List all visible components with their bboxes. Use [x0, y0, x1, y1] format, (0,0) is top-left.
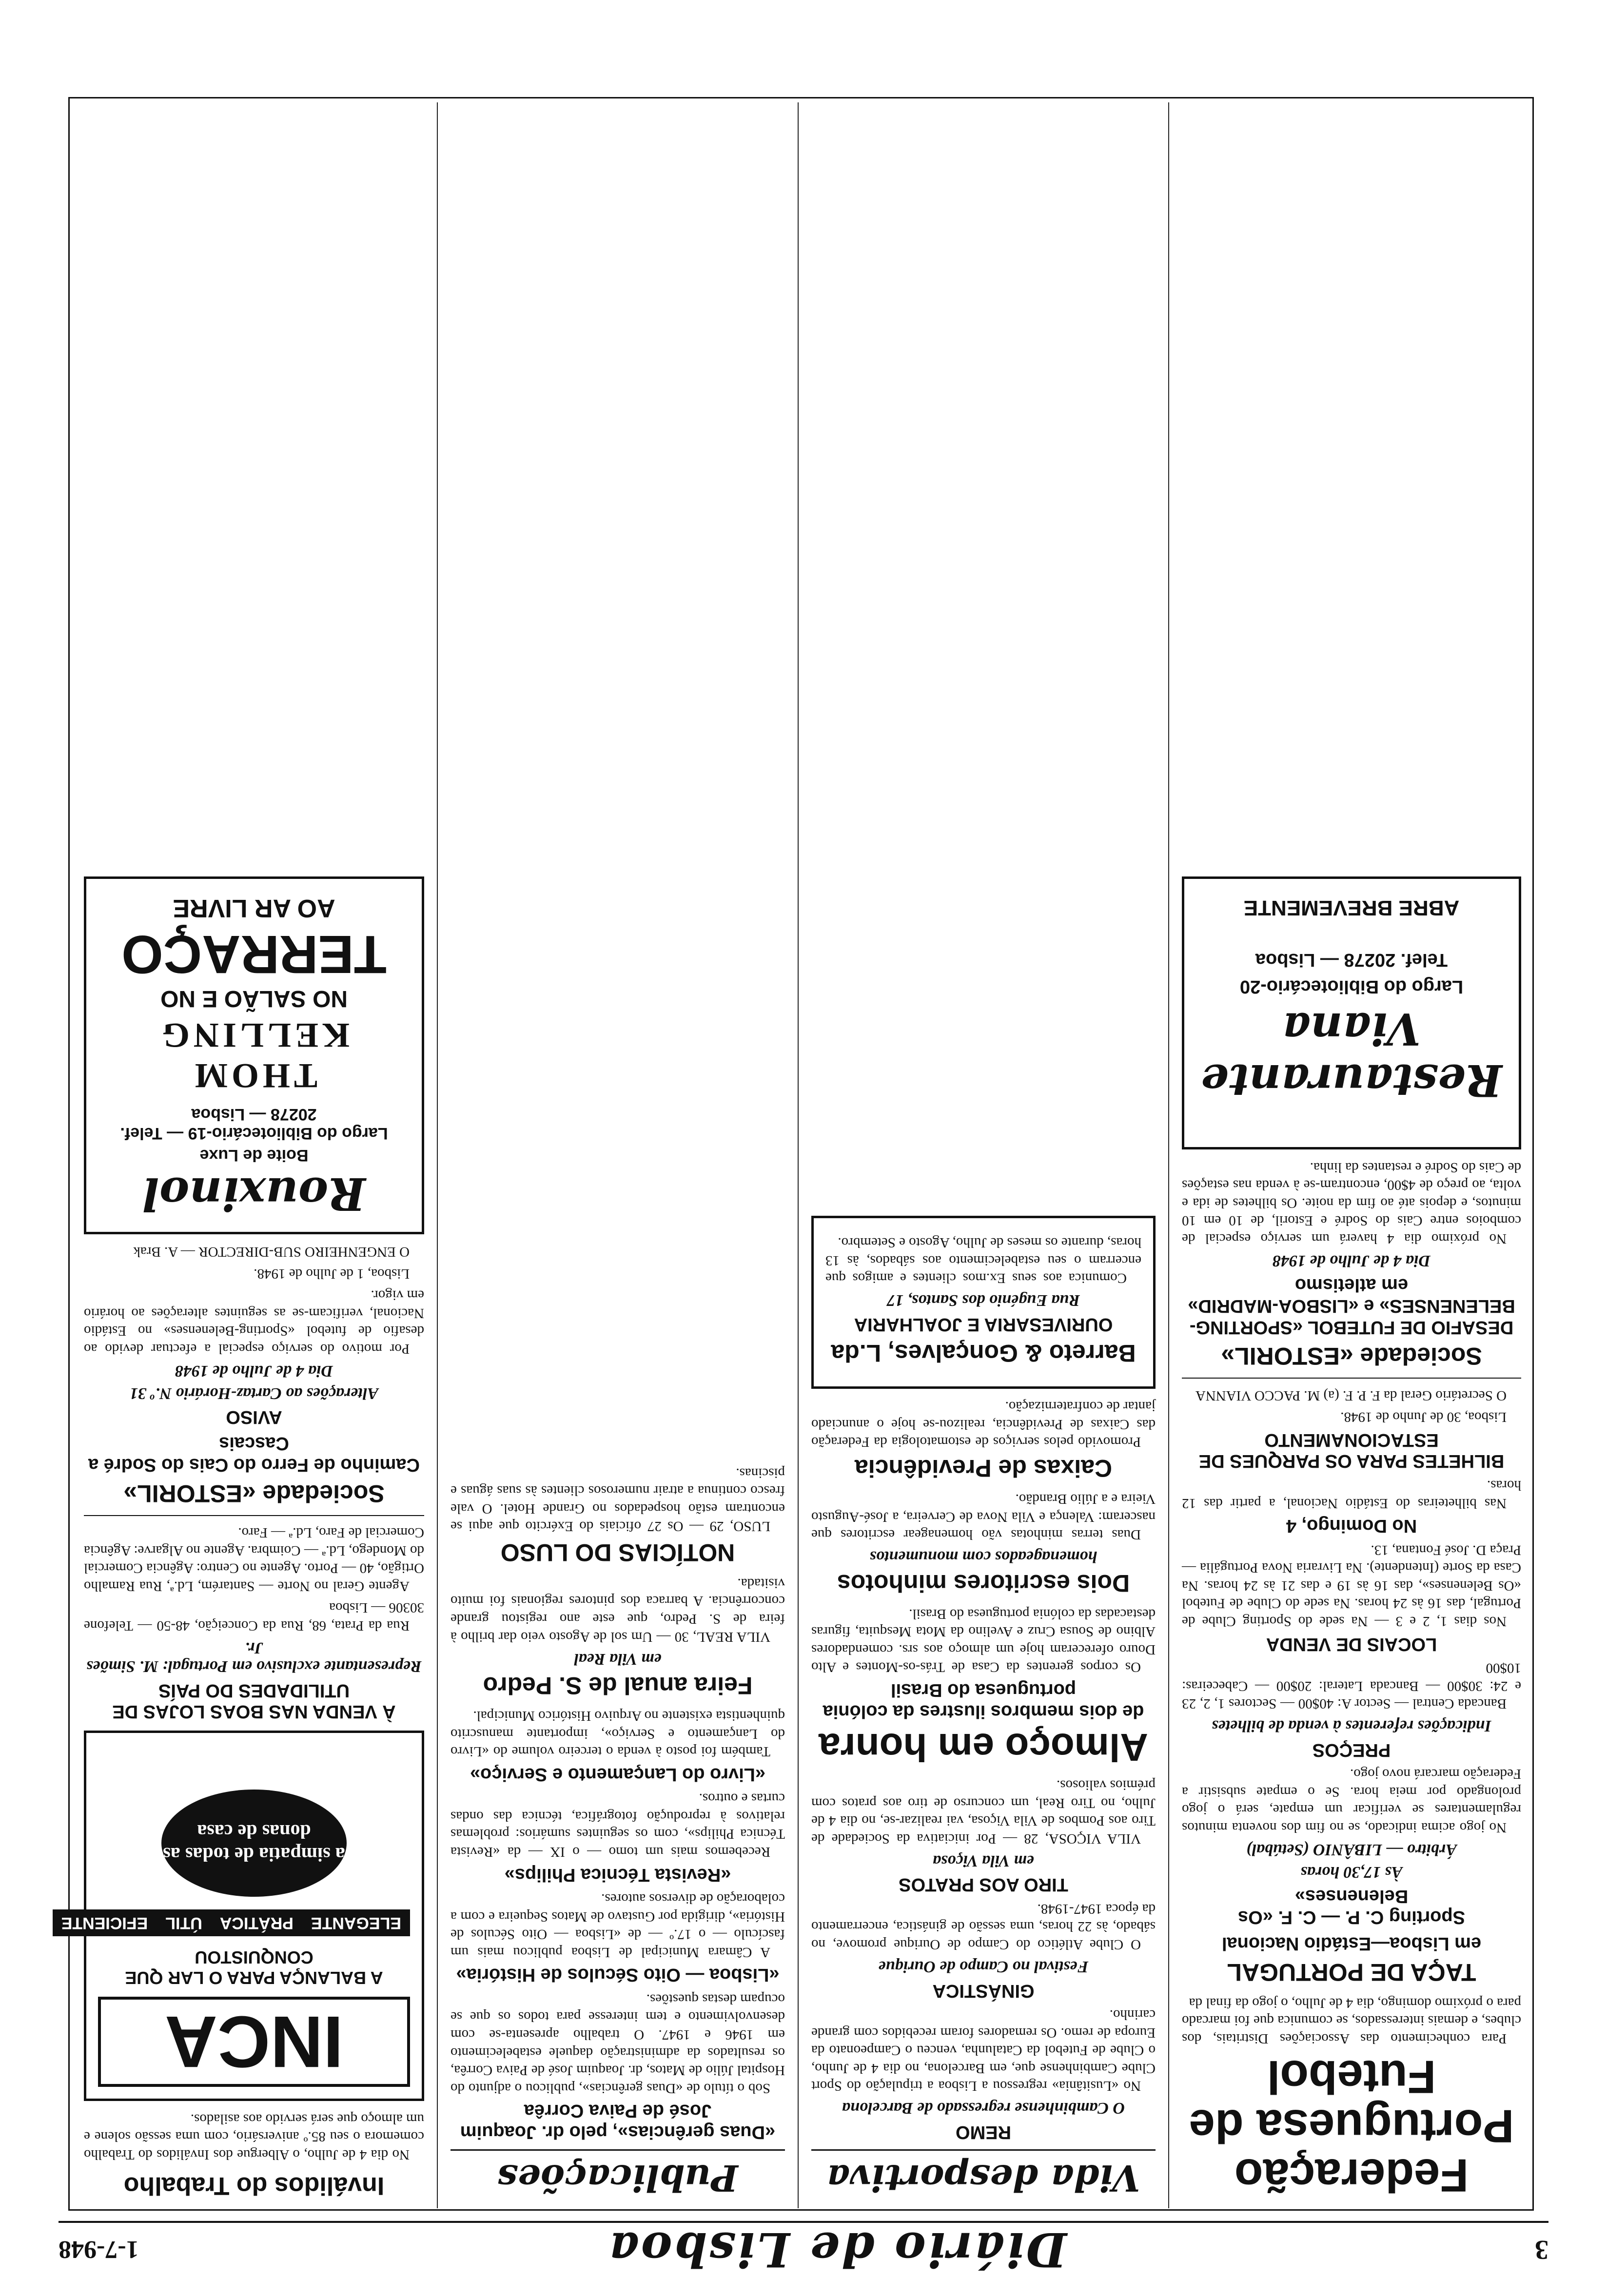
- ad-barreto-goncalves: [811, 1216, 1156, 1389]
- inca-badge: a simpatia de todas as donas de casa: [161, 1790, 347, 1897]
- philips-text: Recebemos mais um tomo — o IX — da «Revista Técnica Philips», com os seguintes sumários: problemas relativos à reprodução fotográfica, técnica das ondas curtas e outros.: [451, 1790, 785, 1860]
- gin-text: O Clube Atlético do Campo de Ourique promove, no sábado, às 22 horas, uma sessão de ginástica, encerramento da época 1947-1948.: [811, 1901, 1156, 1952]
- almoco-title: Almoço em honra: [819, 1725, 1148, 1769]
- inca-tag: ÚTIL: [157, 1909, 211, 1936]
- sport-section-title: Vida desportiva: [811, 2149, 1156, 2208]
- sales-list: Nos dias 1, 2 e 3 — Na sede do Sporting Clube de Portugal, das 16 às 24 horas. Na sede do Clube de Futebol «Os Belenenses», das 16 às 19 e das 21 às 24 horas. Na Casa da Sorte (Intendente). Na Livraria Nova Portugália — Praça D. José Fontana, 13.: [1182, 1542, 1521, 1629]
- gin-title: Festival no Campo de Ourique: [878, 1957, 1089, 1976]
- federation-rules: No jogo acima indicado, se no fim dos noventa minutos regulamentares se verificar um empate, será o jogo prolongado por meia hora. Se o empate subsistir a Federação marcará novo jogo.: [1182, 1766, 1521, 1835]
- estoril-aviso: AVISO: [226, 1407, 282, 1428]
- rouxinol-livre: AO AR LIVRE: [173, 894, 335, 923]
- inca-tag: EFICIENTE: [53, 1909, 157, 1936]
- feira-sub: em Vila Real: [574, 1650, 662, 1668]
- invalidos-text: No dia 4 de Julho, o Albergue dos Inválidos do Trabalho comemora o seu 85.º aniversário, com uma sessão solene e um almoço que será servido aos asilados.: [84, 2111, 424, 2162]
- rouxinol-artist: THOM KELLING: [158, 1015, 350, 1095]
- tiro-text: VILA VIÇOSA, 28 — Por iniciativa da Sociedade de Tiro aos Pombos de Vila Viçosa, vai realizar-se, no dia 4 de Julho, no Tiro Real, um concurso de tiro aos pratos com prémios valiosos.: [811, 1777, 1156, 1847]
- inca-venda: À VENDA NAS BOAS LOJAS DE UTILIDADES DO PAÍS: [112, 1680, 396, 1722]
- divider: [84, 1515, 424, 1516]
- inca-agents: Agente Geral no Norte — Santarém, Ld.ª, Rua Ramalho Ortigão, 40 — Porto. Agente no Centro: Agência Comercial do Mondego, Ld.ª — Coimbra. Agente no Algarve: Agência Comercial de Faro, Ld.ª — Faro.: [84, 1525, 424, 1594]
- referee: Árbitro — LIBÂNIO (Setúbal): [1246, 1840, 1457, 1859]
- rouxinol-where: NO SALÃO E NO: [160, 985, 348, 1012]
- parking-title: BILHETES PARA OS PARQUES DE ESTACIONAMENTO: [1198, 1429, 1505, 1472]
- estoril-text: Por motivo do serviço especial a efectuar devido ao desafio de futebol «Sporting-Belenenses» no Estádio Nacional, verificam-se as seguintes alterações ao horário em vigor.: [84, 1287, 424, 1357]
- luso-text: LUSO, 29 — Os 27 oficiais do Exército que aqui se encontram estão hospedados no Grande Hotel. O vale fresco continua a atrair numerosos clientes às suas águas e piscinas.: [451, 1465, 785, 1535]
- estoril-signature: O ENGENHEIRO SUB-DIRECTOR — A. Brak: [133, 1244, 410, 1260]
- estoril-notice-sub: DESAFIO DE FUTEBOL «SPORTING-BELENENSES» e «LISBOA-MADRID» em atletismo: [1188, 1274, 1515, 1338]
- barreto-text: Comunica aos seus Ex.mos clientes e amigos que encerram o seu estabelecimento aos sábados, às 13 horas, durante os meses de Julho, Agosto e Setembro.: [825, 1235, 1141, 1286]
- newspaper-title: Diário de Lisboa: [607, 2222, 1067, 2277]
- remo-text: No «Lusitânia» regressou a Lisboa a tripulação do Sport Clube Cambinhense que, em Barcelona, no dia 4 de Junho, o Clube de Futebol da Catalunha, venceu o Campeonato da Europa de remo. Os remadores foram recebidos com grande carinho.: [811, 2007, 1156, 2094]
- philips-title: «Revista Técnica Philips»: [504, 1864, 731, 1885]
- tiro-title: em Vila Viçosa: [933, 1851, 1034, 1870]
- estoril-title: Sociedade «ESTORIL»: [123, 1479, 385, 1507]
- estoril-sub: Caminho de Ferro do Cais do Sodré a Cascais: [88, 1433, 420, 1475]
- barreto-sub: OURIVESARIA E JOALHARIA: [854, 1314, 1113, 1335]
- luso-title: NOTÍCIAS DO LUSO: [500, 1539, 735, 1567]
- rouxinol-terraco: TERRAÇO: [121, 924, 387, 984]
- inca-brand: INCA: [98, 1997, 410, 2087]
- escritores-sub: homenageados com monumentos: [869, 1548, 1097, 1566]
- sales-title: LOCAIS DE VENDA: [1266, 1634, 1437, 1654]
- ad-inca: [61, 1731, 424, 2101]
- column-sport-federation: [1168, 102, 1534, 2208]
- ad-restaurante-viana: [1182, 876, 1521, 1149]
- gin-label: GINÁSTICA: [932, 1980, 1035, 2001]
- taca-match: Sporting C. P. — C. F. «Os Belenenses»: [1238, 1886, 1465, 1928]
- publications-section-title: Publicações: [451, 2149, 785, 2208]
- duas-text: Sob o título de «Duas gerências», publicou o adjunto do Hospital Júlio de Matos, dr. Joaquim José de Paiva Corrêa, os resultados da administração daquele estabelecimento em 1946 e 1947. O trabalho apresenta-se com desenvolvimento e tem interesse para todos os que se ocupam destas questões.: [451, 1991, 785, 2096]
- inca-tag: PRÁTICA: [211, 1909, 302, 1936]
- invalidos-title: Inválidos do Trabalho: [123, 2172, 385, 2200]
- column-ads: [61, 102, 437, 2208]
- divider: [1182, 1378, 1521, 1379]
- escritores-text: Duas terras minhotas vão homenagear escritores que nasceram: Valença e Vila Nova de Cerveira, a José-Augusto Vieira e a Júlio Brandão.: [811, 1491, 1156, 1543]
- viana-logo: Restaurante Viana: [1200, 1003, 1503, 1107]
- estoril-lisboa: Lisboa, 1 de Julho de 1948.: [254, 1265, 410, 1282]
- inca-address: Rua da Prata, 68, Rua da Conceição, 48-50 — Telefone 30306 — Lisboa: [84, 1600, 424, 1634]
- tiro-label: TIRO AOS PRATOS: [899, 1874, 1068, 1895]
- feira-title: Feira anual de S. Pedro: [483, 1672, 753, 1699]
- taca-venue: em Lisboa—Estádio Nacional: [1221, 1933, 1482, 1954]
- rouxinol-name: Rouxinol: [142, 1167, 366, 1220]
- issue-date: 1-7-948: [59, 2236, 139, 2264]
- ad-rouxinol: [84, 876, 424, 1234]
- inca-tags: [61, 1909, 410, 1936]
- estoril-date: Dia 4 de Julho de 1948: [175, 1362, 333, 1380]
- lancamento-text: Também foi posto à venda o terceiro volume do «Livro do Lançamento e Serviço», importante manuscrito quinhentista existente no Arquivo Histórico Municipal.: [451, 1708, 785, 1760]
- taca-time: Às 17,30 horas: [1300, 1863, 1403, 1881]
- stadium-title: No Domingo, 4: [1286, 1516, 1417, 1537]
- stadium-text: Nas bilheteiras do Estádio Nacional, a partir das 12 horas.: [1182, 1477, 1521, 1511]
- prices-title: PREÇOS: [1312, 1739, 1391, 1760]
- federation-intro: Para conhecimento das Associações Distritais, dos clubes, e demais interessados, se comunica que foi marcado para o próximo domingo, dia 4 de Julho, o jogo da final da: [1182, 1995, 1521, 2046]
- lisboa-text: A Câmara Municipal de Lisboa publicou mais um fascículo — o 17.º — de «Lisboa — Oito Séculos de História», dirigida por Gustavo de Matos Sequeira e com a colaboração de diversos autores.: [451, 1891, 785, 1960]
- estoril-alter: Alterações ao Cartaz-Horário N.º 31: [130, 1384, 378, 1402]
- column-sport-life: [798, 102, 1168, 2208]
- taca-title: TAÇA DE PORTUGAL: [1227, 1959, 1476, 1986]
- barreto-name: Barreto & Gonçalves, L.da: [831, 1339, 1136, 1367]
- duas-title: «Duas gerências», pelo dr. Joaquim José de Paiva Corrêa: [460, 2101, 776, 2142]
- almoco-sub: de dois membros ilustres da colónia portuguesa do Brasil: [823, 1679, 1144, 1722]
- viana-opening: ABRE BREVEMENTE: [1243, 896, 1460, 920]
- page-number: 3: [1535, 2235, 1548, 2265]
- lancamento-title: «Livro do Lançamento e Serviço»: [470, 1764, 766, 1785]
- federation-headline: Federação Portuguesa de Futebol: [1189, 2051, 1514, 2201]
- escritores-title: Dois escritores minhotos: [837, 1570, 1130, 1597]
- viana-address: Largo do Bibliotecário-20: [1239, 976, 1464, 997]
- federation-signature: O Secretário Geral da F. P. F. (a) M. PACCO VIANNA: [1195, 1387, 1507, 1403]
- remo-label: REMO: [956, 2122, 1011, 2142]
- inca-slogan: A BALANÇA PARA O LAR QUE CONQUISTOU: [125, 1947, 383, 1988]
- almoco-text: Os corpos gerentes da Casa de Trás-os-Montes e Alto Douro ofereceram hoje um almoço aos srs. comendadores Albino de Sousa Cruz e Avelino da Mota Mesquita, figuras destacadas da colónia portuguesa do Brasil.: [811, 1606, 1156, 1675]
- remo-title: O Cambinhense regressado de Barcelona: [842, 2099, 1125, 2118]
- rouxinol-address: Largo do Bibliotecário-19 — Telef. 20278 — Lisboa: [120, 1105, 388, 1143]
- caixas-text: Promovido pelos serviços de estomatologia da Federação das Caixas de Previdência, realizou-se hoje o anunciado jantar de confraternização.: [811, 1399, 1156, 1450]
- inca-tag: ELEGANTE: [302, 1909, 410, 1936]
- estoril-notice-text: No próximo dia 4 haverá um serviço especial de comboios entre Cais do Sodré e Estoril, de 10 em 10 minutos, e depois até ao fim da noite. Os bilhetes de ida e volta, ao preço de 4$00, encontram-se à venda nas estações de Cais do Sodré e restantes da linha.: [1182, 1159, 1521, 1246]
- caixas-title: Caixas de Previdência: [854, 1455, 1113, 1482]
- lisboa-title: «Lisboa — Oito Séculos de História»: [456, 1965, 780, 1985]
- column-publications: [437, 102, 798, 2208]
- estoril-notice-date: Dia 4 de Julho de 1948: [1273, 1251, 1431, 1270]
- inca-representative: Representante exclusivo em Portugal: M. Simões Jr.: [86, 1639, 422, 1676]
- prices-list: Bancada Central — Sector A: 40$00 — Sectores 1, 2, 23 e 24: 30$00 — Bancada Lateral: 20$00 — Cabeceiras: 10$00: [1182, 1660, 1521, 1712]
- feira-text: VILA REAL, 30 — Um sol de Agosto veio dar brilho à feira de S. Pedro, que este ano registou grande concorrência. A barraca dos pintores regionais foi muito visitada.: [451, 1575, 785, 1645]
- rouxinol-tag: Boite de Luxe: [199, 1146, 309, 1165]
- barreto-address: Rua Eugénio dos Santos, 17: [887, 1291, 1080, 1310]
- federation-date: Lisboa, 30 de Junho de 1948.: [1340, 1409, 1507, 1425]
- estoril-notice-title: Sociedade «ESTORIL»: [1221, 1343, 1482, 1370]
- prices-subtitle: Indicações referentes à venda de bilhetes: [1212, 1717, 1491, 1735]
- viana-phone: Telef. 20278 — Lisboa: [1255, 950, 1448, 971]
- masthead: [59, 2221, 1548, 2277]
